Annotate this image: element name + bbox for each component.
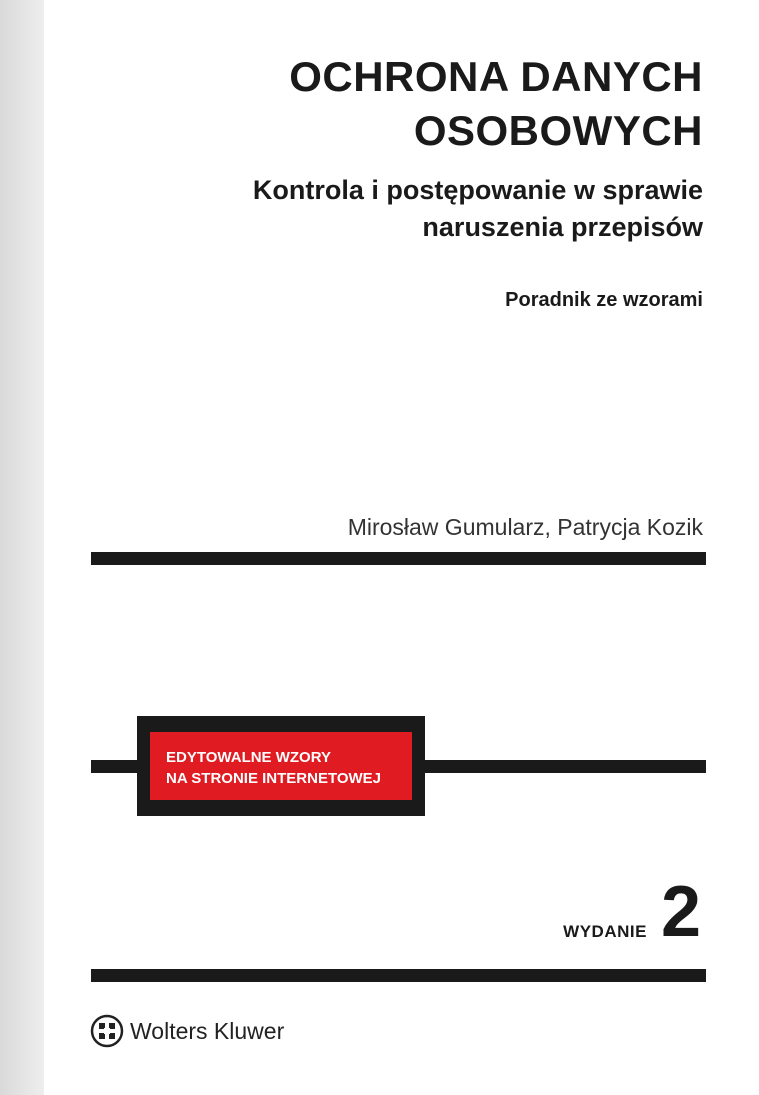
edition-label: WYDANIE: [563, 922, 647, 941]
title-line-2: OSOBOWYCH: [413, 107, 703, 154]
subtitle-line-2: naruszenia przepisów: [422, 212, 703, 242]
title-line-1: OCHRONA DANYCH: [289, 53, 703, 100]
book-spine-edge: [0, 0, 44, 1095]
divider-bar-bottom: [91, 969, 706, 982]
edition-block: [563, 872, 701, 952]
editable-templates-badge: [150, 732, 412, 800]
edition-number: 2: [660, 872, 701, 952]
book-authors: Mirosław Gumularz, Patrycja Kozik: [347, 514, 703, 540]
badge-line-1: EDYTOWALNE WZORY: [166, 749, 331, 766]
badge-frame: [137, 716, 425, 816]
subtitle-line-1: Kontrola i postępowanie w sprawie: [252, 175, 703, 205]
book-title: [289, 50, 703, 158]
book-tagline: Poradnik ze wzorami: [505, 289, 703, 311]
badge-line-2: NA STRONIE INTERNETOWEJ: [166, 770, 382, 787]
divider-bar-top: [91, 552, 706, 565]
wolters-kluwer-logo-icon: [90, 1014, 124, 1048]
publisher-name: Wolters Kluwer: [130, 1018, 285, 1044]
publisher-logo: [90, 1014, 284, 1048]
book-subtitle: [253, 172, 703, 246]
